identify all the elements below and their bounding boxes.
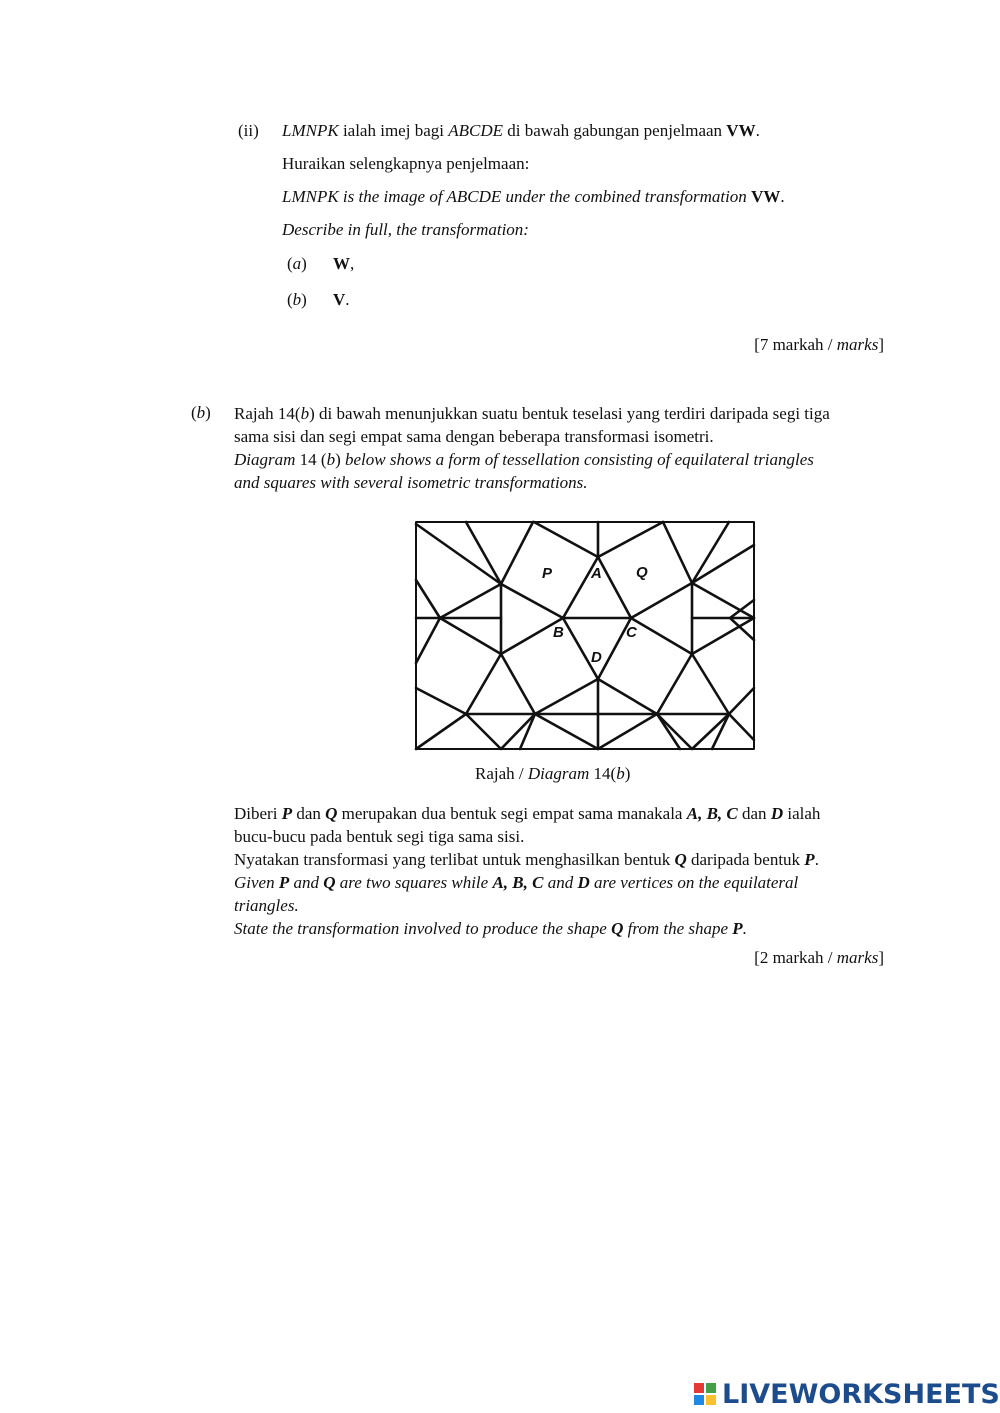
part-b-label: (b) — [191, 403, 211, 422]
tess-edge — [416, 688, 466, 749]
part-b-line3: Diagram 14 (b) below shows a form of tessellation consisting of equilateral triangles — [234, 450, 814, 469]
liveworksheets-watermark — [694, 1377, 1000, 1411]
tess-edge — [466, 714, 535, 749]
part-b-line2: sama sisi dan segi empat sama dengan beberapa transformasi isometri. — [234, 427, 714, 446]
tess-edge — [440, 618, 501, 654]
tess-edge — [520, 714, 535, 749]
label-c: C — [626, 624, 637, 641]
question-line5: triangles. — [234, 896, 299, 915]
tess-edge — [416, 580, 440, 663]
tess-edge — [712, 714, 729, 749]
part-ii-number: (ii) — [238, 121, 259, 140]
label-b: B — [553, 624, 564, 641]
sub-question-a-value: W, — [333, 254, 355, 273]
sub-question-b-value: V. — [333, 290, 350, 309]
part-b-line4: and squares with several isometric transformations. — [234, 473, 588, 492]
sub-question-b: (b) — [287, 290, 307, 309]
tess-edge — [535, 679, 657, 714]
tess-edge — [466, 654, 535, 714]
question-line6: State the transformation involved to produce the shape Q from the shape P. — [234, 919, 747, 938]
question-line2: bucu-bucu pada bentuk segi tiga sama sisi. — [234, 827, 525, 846]
tess-edge — [598, 522, 663, 557]
tess-edge — [663, 522, 692, 583]
part-b-marks: [2 markah / marks] — [754, 948, 884, 967]
part-ii-line3: LMNPK is the image of ABCDE under the combined transformation VW. — [282, 187, 785, 206]
watermark-text: LIVEWORKSHEETS — [722, 1378, 1000, 1410]
tess-edge — [692, 522, 729, 583]
liveworksheets-logo-icon — [694, 1383, 716, 1405]
part-ii-line2: Huraikan selengkapnya penjelmaan: — [282, 154, 530, 173]
label-q: Q — [636, 564, 648, 581]
tess-edge — [501, 522, 533, 584]
label-d: D — [591, 649, 602, 666]
tess-edge — [729, 688, 754, 714]
tess-edge — [657, 654, 729, 714]
part-b-line1: Rajah 14(b) di bawah menunjukkan suatu bentuk teselasi yang terdiri daripada segi tiga — [234, 404, 830, 423]
question-line4: Given P and Q are two squares while A, B, C and D are vertices on the equilateral — [234, 873, 799, 892]
tess-edge — [416, 522, 501, 584]
label-p: P — [542, 565, 553, 582]
question-line3: Nyatakan transformasi yang terlibat untuk menghasilkan bentuk Q daripada bentuk P. — [234, 850, 819, 869]
tess-edge — [692, 545, 754, 583]
tess-edge — [534, 522, 598, 557]
part-ii-line1: LMNPK ialah imej bagi ABCDE di bawah gabungan penjelmaan VW. — [282, 121, 760, 140]
part-ii-line4: Describe in full, the transformation: — [282, 220, 529, 239]
question-line1: Diberi P dan Q merupakan dua bentuk segi empat sama manakala A, B, C dan D ialah — [234, 804, 821, 823]
diagram-caption: Rajah / Diagram 14(b) — [475, 764, 631, 783]
tess-edge — [535, 714, 657, 749]
tess-edge — [657, 714, 754, 749]
part-ii-marks: [7 markah / marks] — [754, 335, 884, 354]
label-a: A — [591, 565, 602, 582]
sub-question-a: (a) — [287, 254, 307, 273]
